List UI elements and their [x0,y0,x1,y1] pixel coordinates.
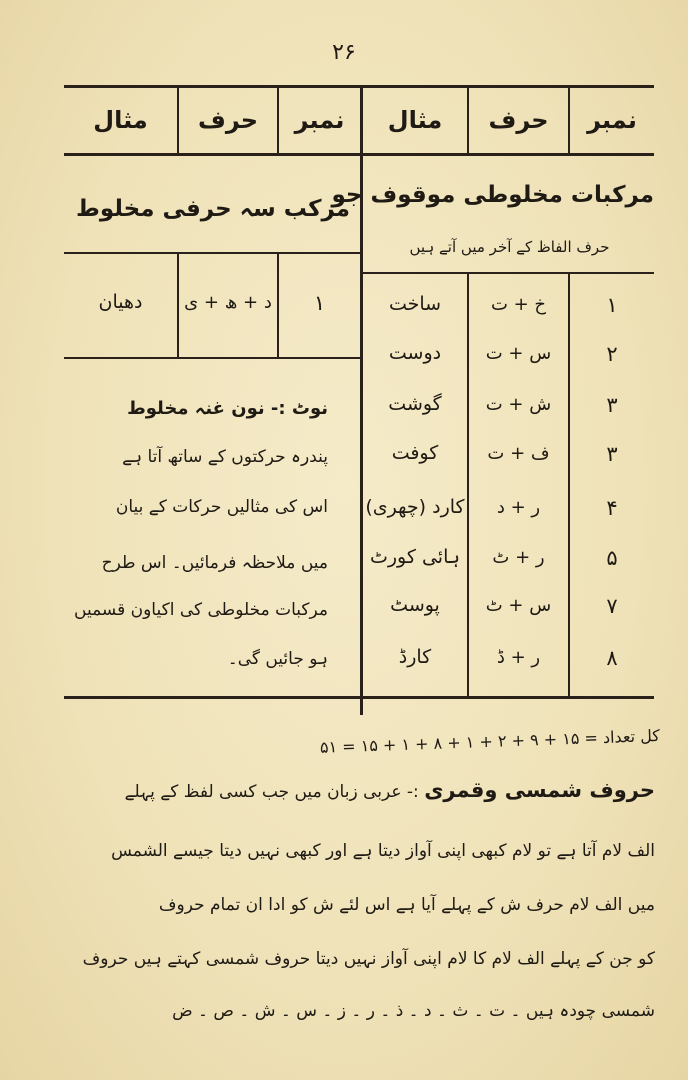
row-letters: ر + د [496,497,541,518]
row-letters: ف + ت [487,443,550,464]
left-table-title: مرکب سہ حرفی مخلوط [75,196,351,222]
right-title-rule [362,272,654,274]
left-row-letters: د + ھ + ی [184,292,272,313]
right-header-letter: حرف [488,106,549,134]
left-header-example: مثال [93,106,148,134]
row-example: گوشت [388,393,442,415]
paragraph-line: میں الف لام حرف ش کے پہلے آیا ہے اس لئے ش کو ادا ان تمام حروف [158,895,655,915]
right-table-subtitle: حرف الفاظ کے آخر میں آتے ہیں [409,238,610,256]
row-example: ساخت [388,293,442,315]
row-number: ۲ [606,342,618,366]
note-line: میں ملاحظہ فرمائیں۔ اس طرح [101,553,328,573]
paragraph-line: کو جن کے پہلے الف لام کا لام اپنی آواز نہیں دیتا حروف شمسی کہتے ہیں حروف [82,949,655,969]
table-top-rule [64,85,654,88]
table-bottom-rule [64,696,654,699]
right-header-number: نمبر [587,106,637,134]
right-col-divider-3 [568,272,570,696]
right-col-divider-4 [467,272,469,696]
row-letters: س + ت [485,343,552,364]
row-letters: خ + ت [490,294,547,315]
row-letters: ر + ٹ [492,547,545,568]
row-letters: ش + ت [485,394,552,415]
row-number: ۸ [606,646,618,670]
paragraph-line: شمسی چودہ ہیں ۔ ت ۔ ث ۔ د ۔ ذ ۔ ر ۔ ز ۔ س ۔ ش ۔ ص ۔ ض [172,1001,655,1021]
row-letters: س + ٹ [485,595,552,616]
paragraph-heading: حروف شمسی وقمری [424,778,655,802]
paragraph-heading-rest: :- عربی زبان میں جب کسی لفظ کے پہلے [124,782,419,802]
note-line: مرکبات مخلوطی کی اکیاون قسمیں [74,600,328,620]
paragraph-heading-line [40,778,655,802]
right-header-example: مثال [387,106,443,134]
row-number: ۳ [606,393,618,417]
note-line: نوٹ :- نون غنہ مخلوط [127,398,328,419]
note-line: اس کی مثالیں حرکات کے بیان [115,497,328,517]
left-title-rule [64,252,362,254]
left-header-number: نمبر [294,106,345,134]
row-example: دوست [388,342,442,364]
row-letters: ر + ڈ [496,647,541,668]
row-example: کوفت [391,442,439,464]
note-line: ہو جائیں گی۔ [227,649,328,669]
note-line: پندرہ حرکتوں کے ساتھ آتا ہے [122,447,328,467]
right-table-title: مرکبات مخلوطی موقوف جو [331,182,654,208]
row-example: کارڈ [398,646,432,668]
row-number: ۳ [606,442,618,466]
row-example: پوسٹ [390,594,440,616]
left-row-number: ۱ [313,291,326,315]
left-row-example: دھیان [98,291,143,313]
paragraph-line: الف لام آتا ہے تو لام کبھی اپنی آواز دیتا ہے اور کبھی نہیں دیتا جیسے الشمس [111,841,655,861]
header-bottom-rule [64,153,654,156]
total-count: کل تعداد = ۱۵ + ۹ + ۲ + ۱ + ۸ + ۱ + ۱۵ = ۵۱ [319,725,661,757]
left-row-rule [64,357,362,359]
row-example: کارد (چھری) [365,496,465,518]
row-example: ہائی کورٹ [369,546,460,568]
row-number: ۷ [606,594,618,618]
left-header-letter: حرف [197,106,259,134]
page-number: ۲۶ [332,40,356,65]
row-number: ۵ [606,546,618,570]
row-number: ۴ [606,496,618,520]
row-number: ۱ [606,293,618,317]
